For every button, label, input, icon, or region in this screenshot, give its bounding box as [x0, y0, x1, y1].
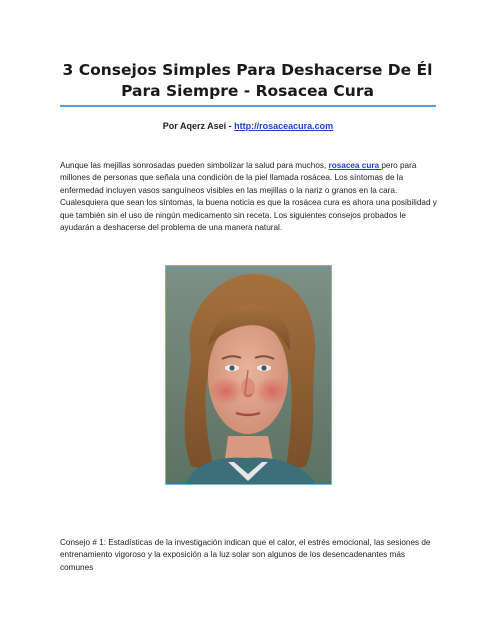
byline	[60, 121, 436, 131]
portrait-illustration	[166, 266, 331, 484]
rosacea-cura-link[interactable]: rosacea cura	[328, 161, 382, 170]
intro-text-start: Aunque las mejillas sonrosadas pueden simbolizar la salud para muchos,	[60, 161, 329, 170]
byline-author: Por Aqerz Asei -	[162, 121, 235, 131]
title-divider	[60, 105, 436, 107]
document-title: 3 Consejos Simples Para Deshacerse De Él Para Siempre - Rosacea Cura	[62, 61, 433, 100]
byline-link[interactable]: http://rosaceacura.com	[234, 121, 334, 131]
intro-paragraph	[60, 160, 438, 234]
portrait-photo	[165, 265, 332, 485]
intro-text-end: pero para millones de personas que señala una condición de la piel llamada rosácea. Los síntomas de la enfermedad incluyen vasos sanguíneos visibles en las mejillas o la nariz o granos en la cara. Cualesquiera que sean los síntomas, la buena noticia es que la rosácea cura es ahora una posibilidad y que también sin el uso de ningún medicamento sin receta. Los siguientes consejos probados le ayudarán a deshacerse del problema de una manera natural.	[60, 161, 437, 233]
tip-one-paragraph: Consejo # 1: Estadísticas de la investigación indican que el calor, el estrés emocional, las sesiones de entrenamiento vigoroso y la exposición a la luz solar son algunos de los desencadenantes más comunes	[60, 538, 431, 572]
